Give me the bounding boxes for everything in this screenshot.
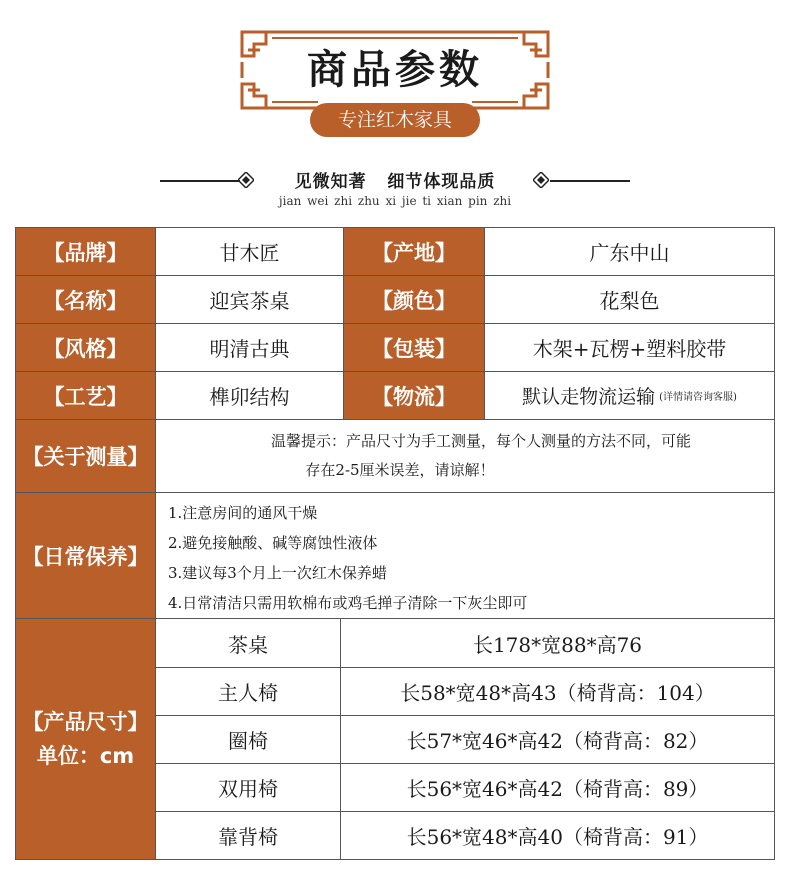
size-item-name: 主人椅 xyxy=(218,681,278,705)
table-rule xyxy=(15,492,775,493)
table-rule xyxy=(484,227,485,420)
care-item: 1.注意房间的通风干燥 xyxy=(168,504,318,522)
label-color: 【颜色】 xyxy=(344,276,484,323)
value-name: 迎宾茶桌 xyxy=(209,289,290,313)
value-brand: 甘木匠 xyxy=(219,241,280,265)
label-sizes xyxy=(16,619,155,859)
size-item-name: 靠背椅 xyxy=(218,825,278,849)
measurement-line-2: 存在2-5厘米误差，请谅解！ xyxy=(305,461,495,479)
table-rule xyxy=(15,275,775,276)
brand-badge: 专注红木家具 xyxy=(310,103,480,137)
table-rule xyxy=(155,811,775,812)
table-rule xyxy=(15,323,775,324)
table-rule xyxy=(340,618,341,860)
size-item-dims: 长56*宽46*高42（椅背高：89） xyxy=(406,777,709,801)
measurement-line-1: 温馨提示：产品尺寸为手工测量，每个人测量的方法不同，可能 xyxy=(270,432,691,450)
table-rule xyxy=(15,371,775,372)
table-rule xyxy=(155,763,775,764)
table-rule xyxy=(155,667,775,668)
table-rule xyxy=(15,618,775,619)
logistics-text: 默认走物流运输 xyxy=(522,386,656,408)
logistics-note: (详情请咨询客服) xyxy=(659,392,737,403)
size-item-dims: 长57*宽46*高42（椅背高：82） xyxy=(406,729,709,753)
tagline-left: 见微知著 xyxy=(294,172,367,192)
care-item: 2.避免接触酸、碱等腐蚀性液体 xyxy=(168,534,378,552)
tagline-right: 细节体现品质 xyxy=(387,172,496,192)
tagline xyxy=(0,167,790,192)
label-style: 【风格】 xyxy=(16,324,155,371)
care-list xyxy=(168,498,527,618)
tagline-pinyin: jian wei zhi zhu xi jie ti xian pin zhi xyxy=(278,194,512,208)
label-craft: 【工艺】 xyxy=(16,372,155,419)
value-origin: 广东中山 xyxy=(589,241,670,265)
size-item-name: 双用椅 xyxy=(218,777,278,801)
care-item: 4.日常清洁只需用软棉布或鸡毛掸子清除一下灰尘即可 xyxy=(168,594,528,612)
label-logistics: 【物流】 xyxy=(344,372,484,419)
label-packaging: 【包装】 xyxy=(344,324,484,371)
care-item: 3.建议每3个月上一次红木保养蜡 xyxy=(168,564,387,582)
size-item-name: 圈椅 xyxy=(228,729,268,753)
label-origin: 【产地】 xyxy=(344,228,484,275)
tagline-rule-right xyxy=(550,180,630,182)
label-name: 【名称】 xyxy=(16,276,155,323)
value-color: 花梨色 xyxy=(599,289,660,313)
diamond-icon xyxy=(533,172,549,188)
value-craft: 榫卯结构 xyxy=(209,385,290,409)
size-item-name: 茶桌 xyxy=(228,632,268,657)
table-rule xyxy=(343,227,344,420)
measurement-note xyxy=(156,420,774,492)
table-rule xyxy=(155,715,775,716)
label-brand: 【品牌】 xyxy=(16,228,155,275)
table-rule xyxy=(15,419,775,420)
label-measurement: 【关于测量】 xyxy=(16,420,155,492)
size-item-dims: 长56*宽48*高40（椅背高：91） xyxy=(406,825,709,849)
sizes-unit: 单位：cm xyxy=(36,744,135,768)
value-packaging: 木架+瓦楞+塑料胶带 xyxy=(532,337,727,361)
value-logistics xyxy=(485,372,774,419)
label-care: 【日常保养】 xyxy=(16,493,155,618)
size-item-dims: 长178*宽88*高76 xyxy=(472,632,643,657)
page-title: 商品参数 xyxy=(307,47,483,93)
table-rule xyxy=(155,227,156,860)
size-item-dims: 长58*宽48*高43（椅背高：104） xyxy=(400,681,715,705)
sizes-title: 【产品尺寸】 xyxy=(22,710,149,734)
value-style: 明清古典 xyxy=(209,337,290,361)
